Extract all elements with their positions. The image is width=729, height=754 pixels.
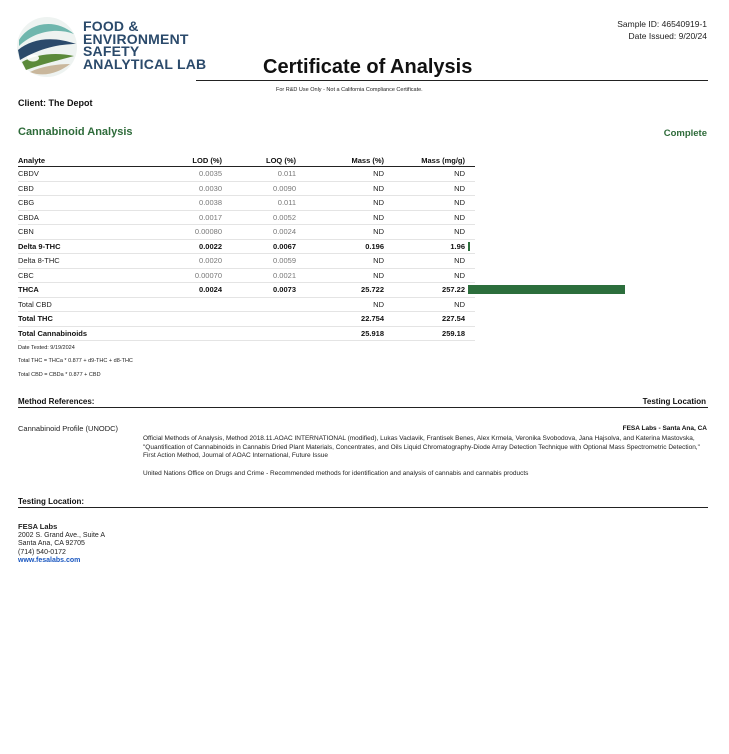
- sample-id: Sample ID: 46540919-1: [617, 19, 707, 29]
- date-issued: Date Issued: 9/20/24: [628, 31, 707, 41]
- lab-logo-wordmark: FOOD & ENVIRONMENT SAFETY ANALYTICAL LAB: [83, 18, 207, 72]
- col-analyte: Analyte: [18, 155, 168, 167]
- table-row: [18, 196, 475, 211]
- lab-name: FESA Labs: [18, 522, 58, 531]
- bar-cell: [465, 210, 475, 225]
- total-cbd-formula: Total CBD = CBDa * 0.877 + CBD: [18, 372, 101, 378]
- loq-cell: 0.0067: [222, 239, 296, 254]
- empty-cell: [222, 326, 296, 341]
- empty-cell: [465, 297, 475, 312]
- bar-cell: [465, 196, 475, 211]
- status-badge: Complete: [663, 128, 707, 139]
- total-mass-pct: ND: [296, 297, 384, 312]
- empty-cell: [168, 297, 222, 312]
- mass-pct-cell: ND: [296, 167, 384, 182]
- section-title: Cannabinoid Analysis: [18, 126, 133, 138]
- total-thc-formula: Total THC = THCa * 0.877 + d9-THC + d8-THC: [18, 358, 133, 364]
- method-reference-2: United Nations Office on Drugs and Crime - Recommended methods for identification and analysis of cannabis and cannabis products: [143, 470, 529, 477]
- col-mass-mg: Mass (mg/g): [384, 155, 465, 167]
- analyte-cell: CBN: [18, 225, 168, 240]
- col-mass-pct: Mass (%): [296, 155, 384, 167]
- col-bar: [465, 155, 475, 167]
- method-name: Cannabinoid Profile (UNODC): [18, 424, 119, 433]
- bar-cell: [465, 268, 475, 283]
- phone: (714) 540-0172: [18, 548, 66, 556]
- lab-address: [18, 523, 105, 566]
- testing-location-heading: [18, 497, 708, 506]
- loq-cell: 0.0021: [222, 268, 296, 283]
- method-references-heading: [18, 397, 708, 406]
- table-row: [18, 167, 475, 182]
- mass-mg-cell: ND: [384, 181, 465, 196]
- total-mass-pct: 25.918: [296, 326, 384, 341]
- method-lab: FESA Labs - Santa Ana, CA: [622, 425, 707, 432]
- empty-cell: [222, 297, 296, 312]
- table-header: [18, 155, 475, 167]
- bar-cell: [465, 225, 475, 240]
- loq-cell: 0.011: [222, 167, 296, 182]
- mass-mg-cell: 1.96: [384, 239, 465, 254]
- mass-pct-cell: ND: [296, 225, 384, 240]
- lod-cell: 0.00080: [168, 225, 222, 240]
- website-link[interactable]: www.fesalabs.com: [18, 557, 81, 564]
- lod-cell: 0.0022: [168, 239, 222, 254]
- testing-location-label: Testing Location: [642, 397, 706, 406]
- mass-mg-cell: ND: [384, 225, 465, 240]
- location-divider: [18, 507, 708, 508]
- title-divider: [196, 80, 708, 81]
- total-label: Total THC: [18, 312, 168, 327]
- method-reference-1: Official Methods of Analysis, Method 2018.11.AOAC INTERNATIONAL (modified), Lukas Vaclavik, Frantisek Benes, Alex Krmela, Veronika Svobodova, Jana Hajsolva, and Katerina Mastovska, "Quantification of Cannabinoids in Cannabis Dried Plant Materials, Concentrates, and Oils Liquid Chromatography-Diode Array Detection Technique with Optional Mass Spectrometric Detection," First Action Method, Journal of AOAC International, Future Issue: [143, 435, 700, 460]
- bar-cell: [465, 283, 475, 298]
- total-label: Total Cannabinoids: [18, 326, 168, 341]
- address-line-1: 2002 S. Grand Ave., Suite A: [18, 531, 106, 539]
- total-row: [18, 326, 475, 341]
- analyte-cell: THCA: [18, 283, 168, 298]
- loq-cell: 0.0090: [222, 181, 296, 196]
- loq-cell: 0.0024: [222, 225, 296, 240]
- analyte-cell: CBDA: [18, 210, 168, 225]
- mass-pct-cell: ND: [296, 254, 384, 269]
- total-row: [18, 297, 475, 312]
- bar-cell: [465, 181, 475, 196]
- method-references-label: Method References:: [18, 397, 95, 406]
- table-row: [18, 181, 475, 196]
- total-mass-mg: 259.18: [384, 326, 465, 341]
- mass-pct-cell: ND: [296, 210, 384, 225]
- table-row: [18, 283, 475, 298]
- sample-meta: [617, 18, 707, 42]
- table-row: [18, 225, 475, 240]
- analyte-cell: CBG: [18, 196, 168, 211]
- table-row: [18, 268, 475, 283]
- mass-pct-cell: 0.196: [296, 239, 384, 254]
- disclaimer: For R&D Use Only - Not a California Compliance Certificate.: [276, 87, 423, 93]
- mass-mg-cell: ND: [384, 167, 465, 182]
- mass-mg-cell: ND: [384, 254, 465, 269]
- total-row: [18, 312, 475, 327]
- loq-cell: 0.0073: [222, 283, 296, 298]
- analyte-cell: Delta 9-THC: [18, 239, 168, 254]
- mass-pct-cell: ND: [296, 268, 384, 283]
- mass-pct-cell: 25.722: [296, 283, 384, 298]
- address-line-2: Santa Ana, CA 92705: [18, 540, 85, 547]
- table-row: [18, 239, 475, 254]
- method-divider: [18, 407, 708, 408]
- lod-cell: 0.0024: [168, 283, 222, 298]
- analyte-cell: CBD: [18, 181, 168, 196]
- total-mass-mg: 227.54: [384, 312, 465, 327]
- lab-logo-icon: [16, 16, 78, 78]
- lod-cell: 0.0038: [168, 196, 222, 211]
- empty-cell: [222, 312, 296, 327]
- empty-cell: [465, 312, 475, 327]
- col-loq: LOQ (%): [222, 155, 296, 167]
- analyte-cell: CBDV: [18, 167, 168, 182]
- analyte-cell: CBC: [18, 268, 168, 283]
- testing-location-heading-label: Testing Location:: [18, 497, 85, 506]
- mass-mg-cell: 257.22: [384, 283, 465, 298]
- lod-cell: 0.0020: [168, 254, 222, 269]
- bar-cell: [465, 167, 475, 182]
- loq-cell: 0.011: [222, 196, 296, 211]
- mass-pct-cell: ND: [296, 196, 384, 211]
- col-lod: LOD (%): [168, 155, 222, 167]
- loq-cell: 0.0059: [222, 254, 296, 269]
- loq-cell: 0.0052: [222, 210, 296, 225]
- mass-bar: [468, 242, 470, 251]
- table-row: [18, 254, 475, 269]
- results-table: [18, 155, 475, 341]
- lod-cell: 0.0030: [168, 181, 222, 196]
- mass-mg-cell: ND: [384, 268, 465, 283]
- total-mass-pct: 22.754: [296, 312, 384, 327]
- lod-cell: 0.0035: [168, 167, 222, 182]
- bar-cell: [465, 254, 475, 269]
- mass-bar: [468, 285, 625, 294]
- total-mass-mg: ND: [384, 297, 465, 312]
- mass-pct-cell: ND: [296, 181, 384, 196]
- analyte-cell: Delta 8-THC: [18, 254, 168, 269]
- empty-cell: [465, 326, 475, 341]
- bar-cell: [465, 239, 475, 254]
- empty-cell: [168, 312, 222, 327]
- client-name: Client: The Depot: [18, 98, 93, 108]
- date-tested: Date Tested: 9/19/2024: [18, 345, 75, 351]
- empty-cell: [168, 326, 222, 341]
- total-label: Total CBD: [18, 297, 168, 312]
- lod-cell: 0.00070: [168, 268, 222, 283]
- page-title: Certificate of Analysis: [263, 56, 473, 78]
- mass-mg-cell: ND: [384, 196, 465, 211]
- mass-mg-cell: ND: [384, 210, 465, 225]
- table-row: [18, 210, 475, 225]
- lod-cell: 0.0017: [168, 210, 222, 225]
